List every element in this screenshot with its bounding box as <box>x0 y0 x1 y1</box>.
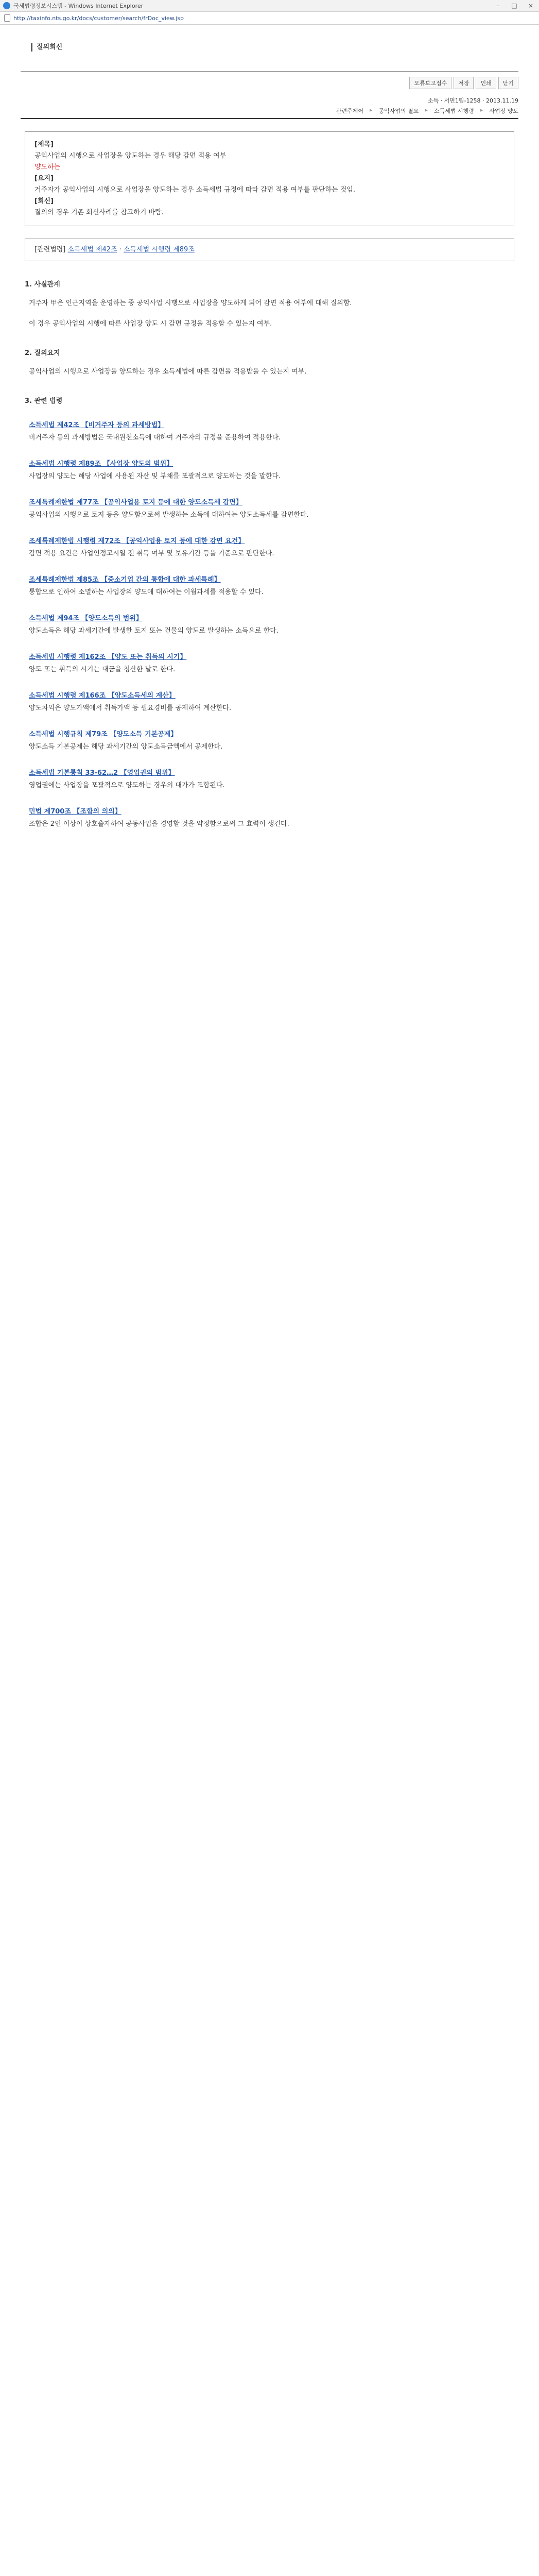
law-item <box>29 651 514 675</box>
close-button[interactable]: 닫기 <box>498 77 518 89</box>
save-button[interactable]: 저장 <box>454 77 474 89</box>
note-text: 질의의 경우 기존 회신사례를 참고하기 바람. <box>34 209 164 216</box>
page-title: 질의회신 <box>31 43 539 52</box>
law-title[interactable]: 조세특례제한법 제85조 【중소기업 간의 통합에 대한 과세특례】 <box>29 576 221 584</box>
law-title[interactable]: 소득세법 제42조 【비거주자 등의 과세방법】 <box>29 421 165 429</box>
section-heading: 3. 관련 법령 <box>25 397 63 405</box>
report-error-button[interactable]: 오류보고접수 <box>409 77 451 89</box>
address-url[interactable]: http://taxinfo.nts.go.kr/docs/customer/search/frDoc_view.jsp <box>13 14 184 22</box>
maximize-icon[interactable]: □ <box>511 2 517 9</box>
law-text: 양도 또는 취득의 시기는 대금을 청산한 날로 한다. <box>29 666 176 673</box>
law-item <box>29 690 514 714</box>
law-text: 영업권에는 사업장을 포괄적으로 양도하는 경우의 대가가 포함된다. <box>29 782 225 789</box>
law-text: 비거주자 등의 과세방법은 국내원천소득에 대하여 거주자의 규정을 준용하여 적용한다. <box>29 434 281 442</box>
law-text: 조합은 2인 이상이 상호출자하여 공동사업을 경영할 것을 약정함으로써 그 효력이 생긴다. <box>29 820 289 828</box>
breadcrumb <box>0 107 518 115</box>
law-title[interactable]: 소득세법 시행령 제162조 【양도 또는 취득의 시기】 <box>29 653 187 661</box>
related-label: [관련법령] <box>34 246 66 253</box>
close-icon[interactable]: × <box>528 2 534 9</box>
breadcrumb-sep: ▸ <box>369 107 373 113</box>
section-paragraph: 이 경우 공익사업의 시행에 따른 사업장 양도 시 감면 규정을 적용할 수 있는지 여부. <box>29 320 272 328</box>
section-paragraph: 공익사업의 시행으로 사업장을 양도하는 경우 소득세법에 따른 감면을 적용받을 수 있는지 여부. <box>29 368 307 376</box>
doc-rule <box>21 118 518 119</box>
note-label: [회신] <box>34 197 54 205</box>
law-item <box>29 497 514 521</box>
heading-label: [제목] <box>34 141 54 148</box>
breadcrumb-item[interactable]: 소득세법 시행령 <box>433 108 474 114</box>
section-heading: 1. 사실관계 <box>25 281 60 289</box>
answer-label: [요지] <box>34 175 54 182</box>
answer-text: 거주자가 공익사업의 시행으로 사업장을 양도하는 경우 소득세법 규정에 따라 감면 적용 여부를 판단하는 것임. <box>34 186 355 194</box>
law-text: 감면 적용 요건은 사업인정고시일 전 취득 여부 및 보유기간 등을 기준으로 판단한다. <box>29 550 274 557</box>
section-paragraph: 거주자 甲은 인근지역을 운영하는 중 공익사업 시행으로 사업장을 양도하게 되어 감면 적용 여부에 대해 질의함. <box>29 299 352 307</box>
law-title[interactable]: 조세특례제한법 시행령 제72조 【공익사업용 토지 등에 대한 감면 요건】 <box>29 537 245 545</box>
related-laws: [관련법령] 소득세법 제42조 · 소득세법 시행령 제89조 <box>25 239 514 261</box>
breadcrumb-item[interactable]: 관련주제어 <box>336 108 363 114</box>
print-button[interactable]: 인쇄 <box>476 77 496 89</box>
law-text: 사업장의 양도는 해당 사업에 사용된 자산 및 부채를 포괄적으로 양도하는 것을 말한다. <box>29 472 281 480</box>
law-text: 공익사업의 시행으로 토지 등을 양도함으로써 발생하는 소득에 대하여는 양도소득세를 감면한다. <box>29 511 309 519</box>
window-title: 국세법령정보시스템 - Windows Internet Explorer <box>13 3 144 9</box>
law-item <box>29 728 514 753</box>
law-item <box>29 458 514 482</box>
page-content <box>0 25 539 830</box>
breadcrumb-sep: ▸ <box>480 107 483 113</box>
address-bar[interactable] <box>0 12 539 25</box>
related-law-link[interactable]: 소득세법 시행령 제89조 <box>123 246 195 253</box>
summary-box <box>25 131 514 226</box>
toolbar <box>0 77 518 89</box>
law-item <box>29 535 514 560</box>
minimize-icon[interactable]: – <box>496 2 499 9</box>
law-title[interactable]: 소득세법 시행령 제89조 【사업장 양도의 범위】 <box>29 460 173 468</box>
law-title[interactable]: 민법 제700조 【조합의 의의】 <box>29 808 121 816</box>
law-title[interactable]: 소득세법 시행규칙 제79조 【양도소득 기본공제】 <box>29 731 178 738</box>
law-item <box>29 419 514 444</box>
window-controls <box>490 0 539 11</box>
related-law-link[interactable]: 소득세법 제42조 <box>67 246 117 253</box>
breadcrumb-item[interactable]: 사업장 양도 <box>489 108 518 114</box>
law-title[interactable]: 조세특례제한법 제77조 【공익사업용 토지 등에 대한 양도소득세 감면】 <box>29 499 242 506</box>
doc-meta: 소득 · 서면1팀-1258 · 2013.11.19 <box>427 97 518 104</box>
law-text: 양도차익은 양도가액에서 취득가액 등 필요경비를 공제하여 계산한다. <box>29 704 232 712</box>
breadcrumb-item[interactable]: 공익사업의 필요 <box>378 108 419 114</box>
top-rule <box>21 71 518 72</box>
law-item <box>29 806 514 830</box>
breadcrumb-sep: ▸ <box>425 107 428 113</box>
law-title[interactable]: 소득세법 시행령 제166조 【양도소득세의 계산】 <box>29 692 176 700</box>
heading-text: 공익사업의 시행으로 사업장을 양도하는 경우 해당 감면 적용 여부 <box>34 152 227 160</box>
window-titlebar <box>0 0 539 12</box>
ie-icon <box>3 2 10 9</box>
heading-red: 양도하는 <box>34 163 61 171</box>
law-text: 통합으로 인하여 소멸하는 사업장의 양도에 대하여는 이월과세를 적용할 수 있다. <box>29 588 264 596</box>
law-text: 양도소득은 해당 과세기간에 발생한 토지 또는 건물의 양도로 발생하는 소득으로 한다. <box>29 627 279 635</box>
law-item <box>29 767 514 791</box>
law-title[interactable]: 소득세법 기본통칙 33-62…2 【영업권의 범위】 <box>29 769 175 777</box>
lock-icon <box>4 14 10 22</box>
law-title[interactable]: 소득세법 제94조 【양도소득의 범위】 <box>29 615 143 622</box>
law-text: 양도소득 기본공제는 해당 과세기간의 양도소득금액에서 공제한다. <box>29 743 223 751</box>
law-item <box>29 613 514 637</box>
section-heading: 2. 질의요지 <box>25 349 60 357</box>
law-item <box>29 574 514 598</box>
